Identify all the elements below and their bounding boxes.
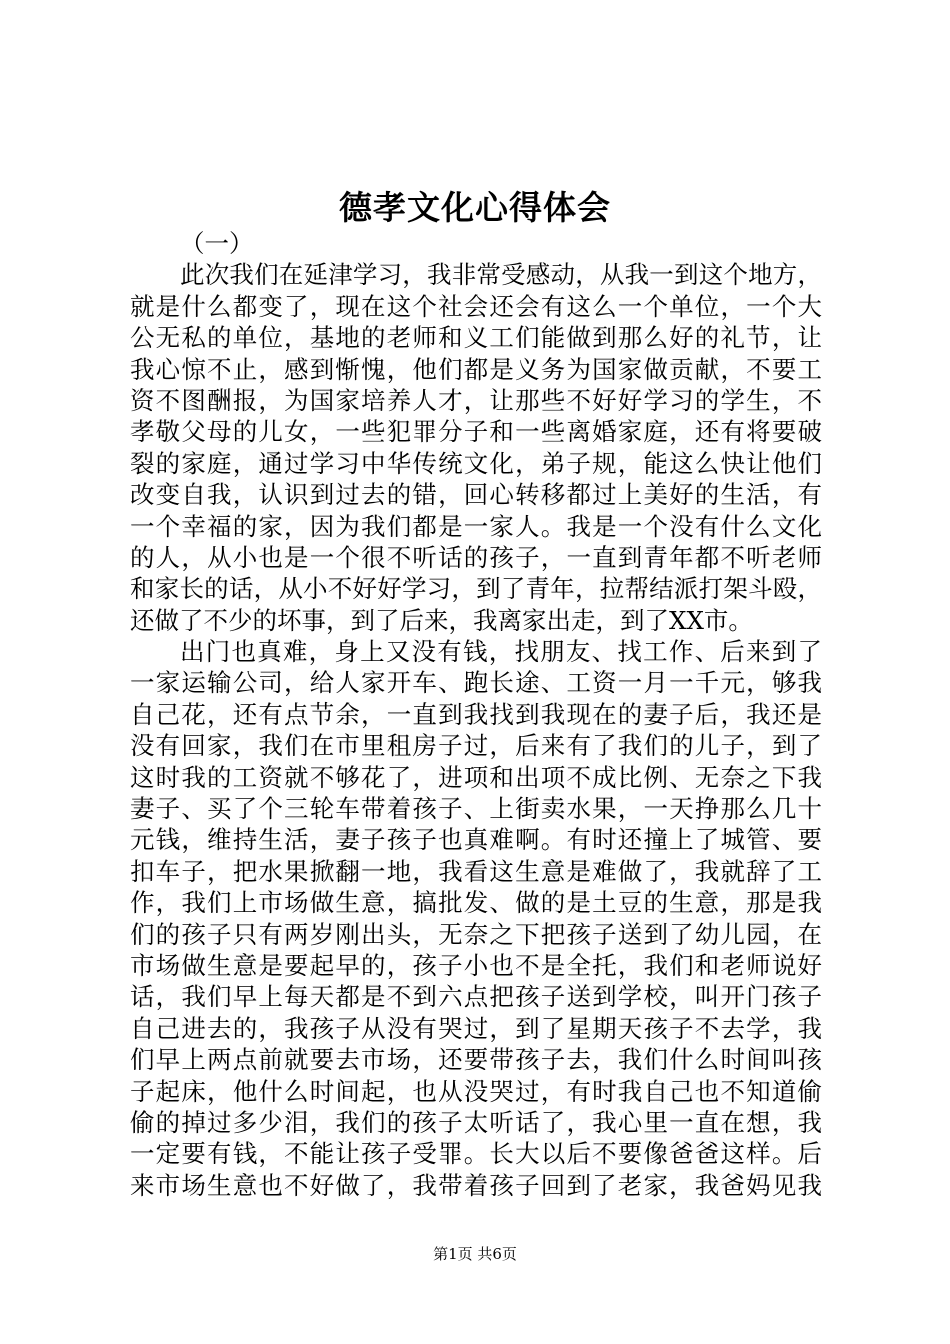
paragraph-line: 改变自我，认识到过去的错，回心转移都过上美好的生活，有: [130, 480, 822, 510]
paragraph-line: 话，我们早上每天都是不到六点把孩子送到学校，叫开门孩子: [130, 982, 822, 1012]
paragraph-line: 就是什么都变了，现在这个社会还会有这么一个单位，一个大: [130, 291, 822, 321]
section-label: （一）: [180, 229, 254, 258]
paragraph-line: 没有回家，我们在市里租房子过，后来有了我们的儿子，到了: [130, 731, 822, 761]
paragraph-line: 和家长的话，从小不好好学习，到了青年，拉帮结派打架斗殴，: [130, 574, 822, 604]
paragraph-line: 公无私的单位，基地的老师和义工们能做到那么好的礼节，让: [130, 323, 822, 353]
paragraph-line: 扣车子，把水果掀翻一地，我看这生意是难做了，我就辞了工: [130, 856, 822, 886]
paragraph-line: 自己进去的，我孩子从没有哭过，到了星期天孩子不去学，我: [130, 1013, 822, 1043]
paragraph-line: 偷的掉过多少泪，我们的孩子太听话了，我心里一直在想，我: [130, 1107, 822, 1137]
paragraph-line: 一定要有钱，不能让孩子受罪。长大以后不要像爸爸这样。后: [130, 1139, 822, 1169]
paragraph-line: 孝敬父母的儿女，一些犯罪分子和一些离婚家庭，还有将要破: [130, 417, 822, 447]
paragraph-first-line: 此次我们在延津学习，我非常受感动，从我一到这个地方，: [180, 260, 822, 290]
paragraph-line: 市场做生意是要起早的，孩子小也不是全托，我们和老师说好: [130, 950, 822, 980]
paragraph-line: 这时我的工资就不够花了，进项和出项不成比例、无奈之下我: [130, 762, 822, 792]
paragraph-line: 作，我们上市场做生意，搞批发、做的是土豆的生意，那是我: [130, 888, 822, 918]
page-footer: 第1页 共6页: [433, 1245, 517, 1263]
paragraph-line: 一个幸福的家，因为我们都是一家人。我是一个没有什么文化: [130, 511, 822, 541]
paragraph-line: 元钱，维持生活，妻子孩子也真难啊。有时还撞上了城管、要: [130, 825, 822, 855]
paragraph-line: 们早上两点前就要去市场，还要带孩子去，我们什么时间叫孩: [130, 1045, 822, 1075]
paragraph-line: 还做了不少的坏事，到了后来，我离家出走，到了XX市。: [130, 605, 753, 635]
paragraph-line: 裂的家庭，通过学习中华传统文化，弟子规，能这么快让他们: [130, 448, 822, 478]
paragraph-line: 来市场生意也不好做了，我带着孩子回到了老家，我爸妈见我: [130, 1170, 822, 1200]
paragraph-line: 资不图酬报，为国家培养人才，让那些不好好学习的学生，不: [130, 385, 822, 415]
paragraph-line: 我心惊不止，感到惭愧，他们都是义务为国家做贡献，不要工: [130, 354, 822, 384]
paragraph-line: 子起床，他什么时间起，也从没哭过，有时我自己也不知道偷: [130, 1076, 822, 1106]
paragraph-line: 们的孩子只有两岁刚出头，无奈之下把孩子送到了幼儿园，在: [130, 919, 822, 949]
document-title: 德孝文化心得体会: [339, 188, 611, 227]
paragraph-line: 妻子、买了个三轮车带着孩子、上街卖水果，一天挣那么几十: [130, 794, 822, 824]
paragraph-first-line: 出门也真难，身上又没有钱，找朋友、找工作、后来到了: [180, 637, 822, 667]
paragraph-line: 的人，从小也是一个很不听话的孩子，一直到青年都不听老师: [130, 542, 822, 572]
paragraph-line: 一家运输公司，给人家开车、跑长途、工资一月一千元，够我: [130, 668, 822, 698]
document-body: [130, 228, 822, 1201]
paragraph-line: 自己花，还有点节余，一直到我找到我现在的妻子后，我还是: [130, 699, 822, 729]
